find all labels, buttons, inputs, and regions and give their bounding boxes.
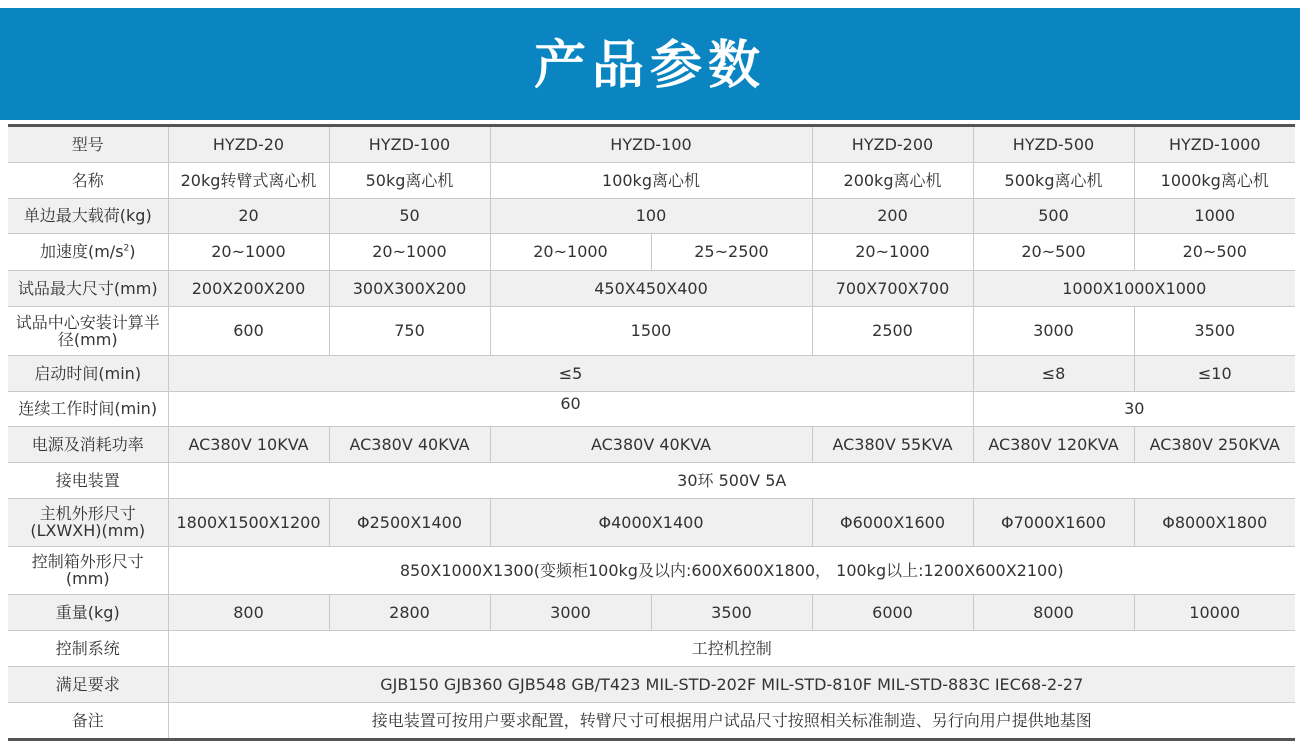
- row-label: 单边最大载荷(kg): [8, 198, 168, 233]
- cell-text: 2800: [389, 602, 430, 622]
- spec-cell: [1134, 198, 1295, 233]
- spec-cell: [1134, 233, 1295, 270]
- accel-label-superscript: 2: [123, 243, 130, 254]
- spec-cell: [168, 546, 1295, 594]
- spec-table-body: [8, 127, 1295, 738]
- cell-text: ≤8: [1041, 363, 1066, 383]
- cell-text: 1000: [1194, 206, 1236, 225]
- cell-text: 20kg转臂式离心机: [180, 170, 317, 190]
- spec-cell: [168, 198, 329, 233]
- cell-text: 450X450X400: [594, 278, 708, 298]
- spec-cell: [329, 233, 490, 270]
- spec-cell: [812, 198, 973, 233]
- cell-text: Φ8000X1800: [1162, 512, 1268, 532]
- spec-cell: [812, 162, 973, 198]
- spec-cell: [973, 270, 1295, 306]
- row-label: [8, 233, 168, 270]
- spec-row: [8, 462, 1295, 498]
- spec-table: [8, 127, 1295, 738]
- row-label: 型号: [8, 127, 168, 162]
- spec-cell: [973, 127, 1134, 162]
- cell-text: 3000: [550, 602, 591, 622]
- spec-cell: [329, 594, 490, 630]
- spec-row: [8, 306, 1295, 355]
- spec-cell: [329, 127, 490, 162]
- cell-text: HYZD-100: [610, 134, 692, 154]
- cell-text: AC380V 40KVA: [349, 434, 470, 454]
- spec-row: [8, 270, 1295, 306]
- spec-cell: [812, 426, 973, 462]
- row-label: 满足要求: [8, 666, 168, 702]
- cell-text: 30环 500V 5A: [677, 470, 787, 490]
- spec-cell: [490, 127, 812, 162]
- spec-cell: [329, 162, 490, 198]
- cell-text: 500: [1038, 206, 1069, 225]
- spec-cell: [168, 702, 1295, 738]
- row-label: 备注: [8, 702, 168, 738]
- spec-cell: [973, 306, 1134, 355]
- spec-cell: [329, 270, 490, 306]
- cell-text: 接电装置可按用户要求配置，转臂尺寸可根据用户试品尺寸按照相关标准制造、另行向用户提供地基图: [371, 710, 1092, 730]
- cell-text: 20~500: [1021, 242, 1086, 261]
- spec-cell: [490, 270, 812, 306]
- spec-row: [8, 666, 1295, 702]
- cell-text: 100: [635, 206, 667, 225]
- spec-cell: [168, 426, 329, 462]
- cell-text: HYZD-200: [851, 134, 934, 154]
- row-label: 电源及消耗功率: [8, 426, 168, 462]
- spec-cell: [168, 630, 1295, 666]
- spec-cell: [812, 270, 973, 306]
- spec-cell: [973, 198, 1134, 233]
- spec-cell: [168, 462, 1295, 498]
- cell-text: 20~500: [1182, 242, 1247, 261]
- spec-cell: [812, 498, 973, 546]
- cell-text: 20~1000: [855, 242, 930, 261]
- cell-text: 3500: [1194, 321, 1236, 340]
- page-header: [0, 8, 1300, 120]
- cell-text: AC380V 10KVA: [188, 434, 309, 454]
- spec-cell: [1134, 498, 1295, 546]
- cell-text: 1800X1500X1200: [176, 512, 321, 532]
- cell-text: 20~1000: [211, 242, 286, 261]
- cell-text: 30: [1124, 399, 1145, 418]
- spec-cell: [812, 306, 973, 355]
- cell-text: 300X300X200: [352, 278, 467, 298]
- spec-cell: [168, 355, 973, 391]
- row-label: 试品最大尺寸(mm): [8, 270, 168, 306]
- accel-label-prefix: 加速度(m/s: [39, 242, 124, 261]
- cell-text: 200kg离心机: [843, 170, 942, 190]
- spec-cell: [973, 233, 1134, 270]
- spec-cell: [1134, 162, 1295, 198]
- cell-text: 800: [233, 602, 264, 622]
- spec-cell: [490, 594, 651, 630]
- row-label: 名称: [8, 162, 168, 198]
- cell-text: 500kg离心机: [1004, 170, 1103, 190]
- row-label: 主机外形尺寸(LXWXH)(mm): [8, 498, 168, 546]
- spec-cell: [973, 391, 1295, 426]
- cell-text: 20: [238, 206, 259, 225]
- cell-text: 20~1000: [533, 242, 608, 261]
- spec-cell: [1134, 426, 1295, 462]
- cell-text: 25~2500: [694, 242, 769, 261]
- cell-text: AC380V 250KVA: [1149, 434, 1280, 454]
- spec-row: [8, 426, 1295, 462]
- spec-cell: [168, 391, 973, 426]
- spec-cell: [1134, 127, 1295, 162]
- cell-text: 850X1000X1300(变频柜100kg及以内:600X600X1800， 100kg以上:1200X600X2100): [399, 560, 1064, 580]
- spec-cell: [973, 162, 1134, 198]
- cell-text: 3500: [711, 602, 752, 622]
- spec-cell: [973, 498, 1134, 546]
- spec-row: [8, 198, 1295, 233]
- cell-text: 600: [233, 321, 264, 340]
- cell-text: 6000: [872, 602, 913, 622]
- spec-row: [8, 702, 1295, 738]
- spec-table-wrapper: [8, 124, 1295, 741]
- cell-text: ≤5: [558, 363, 583, 383]
- cell-text: 700X700X700: [835, 278, 950, 298]
- cell-text: 8000: [1033, 602, 1074, 622]
- cell-text: 工控机控制: [691, 638, 772, 658]
- spec-row: [8, 233, 1295, 270]
- cell-text: 50kg离心机: [365, 170, 454, 190]
- cell-text: Φ4000X1400: [598, 512, 704, 532]
- spec-row: [8, 630, 1295, 666]
- cell-text: AC380V 40KVA: [590, 434, 712, 454]
- spec-row: [8, 546, 1295, 594]
- cell-text: Φ2500X1400: [357, 512, 462, 532]
- spec-cell: [490, 498, 812, 546]
- spec-cell: [973, 426, 1134, 462]
- cell-text: ≤10: [1197, 363, 1232, 383]
- cell-text: 200: [877, 206, 908, 225]
- cell-text: 3000: [1033, 321, 1074, 340]
- spec-cell: [812, 594, 973, 630]
- spec-cell: [168, 233, 329, 270]
- row-label: 启动时间(min): [8, 355, 168, 391]
- spec-cell: [490, 306, 812, 355]
- cell-text: 10000: [1189, 602, 1241, 622]
- cell-text: 750: [394, 321, 425, 340]
- cell-text: 100kg离心机: [602, 170, 700, 190]
- page-title: 产品参数: [533, 35, 766, 96]
- spec-cell: [1134, 355, 1295, 391]
- cell-text: AC380V 55KVA: [832, 434, 953, 454]
- row-label: 试品中心安装计算半径(mm): [8, 306, 168, 355]
- spec-row: [8, 127, 1295, 162]
- cell-text: Φ7000X1600: [1001, 512, 1106, 532]
- spec-row: [8, 391, 1295, 426]
- spec-cell: [168, 594, 329, 630]
- spec-cell: [168, 162, 329, 198]
- cell-text: AC380V 120KVA: [988, 434, 1119, 454]
- spec-cell: [168, 666, 1295, 702]
- cell-text: HYZD-1000: [1168, 134, 1261, 154]
- cell-text: 20~1000: [372, 242, 447, 261]
- spec-row: [8, 594, 1295, 630]
- spec-cell: [973, 594, 1134, 630]
- spec-cell: [329, 498, 490, 546]
- cell-text: 1000kg离心机: [1160, 170, 1269, 190]
- cell-text: 200X200X200: [191, 278, 306, 298]
- spec-cell: [490, 426, 812, 462]
- cell-text: HYZD-20: [212, 134, 285, 154]
- cell-text: 50: [399, 206, 420, 225]
- cell-text: 1000X1000X1000: [1062, 278, 1207, 298]
- spec-cell: [1134, 306, 1295, 355]
- spec-cell: [329, 306, 490, 355]
- accel-label-suffix: ): [129, 242, 136, 261]
- spec-cell: [490, 233, 651, 270]
- cell-text: HYZD-100: [368, 134, 451, 154]
- spec-cell: [329, 198, 490, 233]
- spec-row: [8, 355, 1295, 391]
- cell-text: 2500: [872, 321, 913, 340]
- spec-cell: [490, 198, 812, 233]
- row-label: 连续工作时间(min): [8, 391, 168, 426]
- spec-cell: [973, 355, 1134, 391]
- cell-text: GJB150 GJB360 GJB548 GB/T423 MIL-STD-202F MIL-STD-810F MIL-STD-883C IEC68-2-27: [380, 674, 1084, 694]
- spec-cell: [812, 233, 973, 270]
- cell-text: HYZD-500: [1012, 134, 1095, 154]
- row-label: 控制箱外形尺寸(mm): [8, 546, 168, 594]
- spec-cell: [651, 233, 812, 270]
- spec-row: [8, 162, 1295, 198]
- spec-cell: [168, 306, 329, 355]
- cell-text: 1500: [630, 321, 672, 340]
- spec-cell: [168, 127, 329, 162]
- spec-cell: [168, 270, 329, 306]
- spec-cell: [490, 162, 812, 198]
- spec-cell: [1134, 594, 1295, 630]
- spec-cell: [168, 498, 329, 546]
- spec-cell: [329, 426, 490, 462]
- cell-text: Φ6000X1600: [840, 512, 945, 532]
- row-label: 接电装置: [8, 462, 168, 498]
- row-label: 控制系统: [8, 630, 168, 666]
- spec-row: [8, 498, 1295, 546]
- row-label: 重量(kg): [8, 594, 168, 630]
- spec-cell: [812, 127, 973, 162]
- cell-text: 60: [560, 394, 581, 413]
- spec-cell: [651, 594, 812, 630]
